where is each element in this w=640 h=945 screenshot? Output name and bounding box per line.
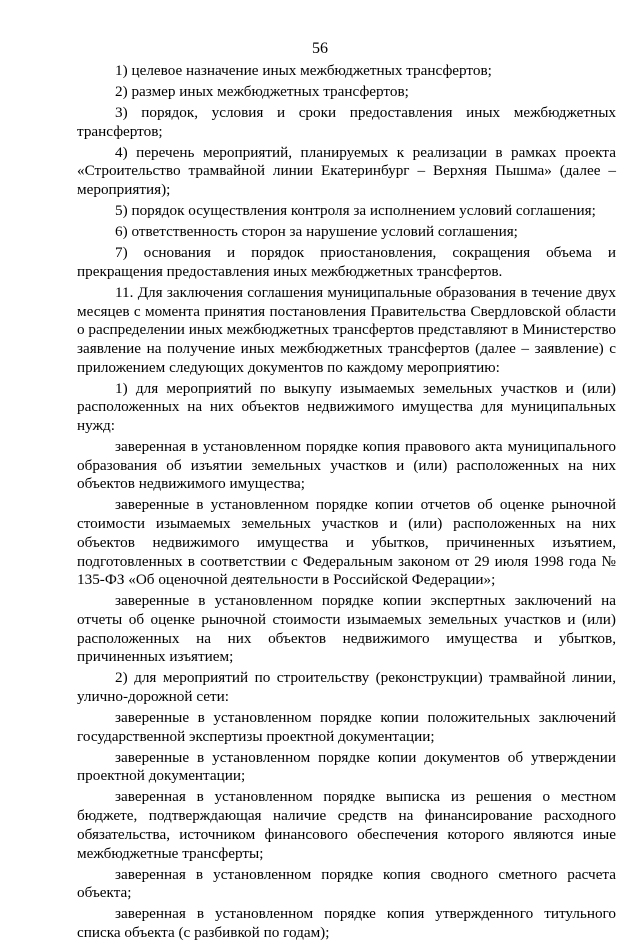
doc-item-cost-estimate: заверенная в установленном порядке копия сводного сметного расчета объекта; (77, 865, 616, 902)
doc-item-valuation-reports: заверенные в установленном порядке копии отчетов об оценке рыночной стоимости изымаемых земельных участков и (или) расположенных на них объектов недвижимого имущества и убытков, причиненных изъятием, подготовленных в соответствии с Федеральным законом от 29 июля 1998 года № 135-ФЗ «Об оценочной деятельности в Российской Федерации»; (77, 496, 616, 589)
list-item-activities: 4) перечень мероприятий, планируемых к реализации в рамках проекта «Строительство трамвайной линии Екатеринбург – Верхняя Пышма» (далее – мероприятия); (77, 143, 616, 199)
doc-item-expert-opinions: заверенные в установленном порядке копии экспертных заключений на отчеты об оценке рыночной стоимости изымаемых земельных участков и (или) расположенных на них объектов недвижимого имущества и убытков, причиненных изъятием; (77, 592, 616, 666)
list-item-amount: 2) размер иных межбюджетных трансфертов; (115, 83, 409, 100)
document-body (77, 62, 616, 945)
doc-item-budget-extract: заверенная в установленном порядке выписка из решения о местном бюджете, подтверждающая наличие средств на финансирование расходного обязательства, источником финансового обеспечения которого являются иные межбюджетные трансферты; (77, 788, 616, 862)
doc-item-title-list: заверенная в установленном порядке копия утвержденного титульного списка объекта (с разбивкой по годам); (77, 905, 616, 941)
clause-11: 11. Для заключения соглашения муниципальные образования в течение двух месяцев с момента принятия постановления Правительства Свердловской области о распределении иных межбюджетных трансфертов представляют в Министерство заявление на получение иных межбюджетных трансфертов (далее – заявление) с приложением следующих документов по каждому мероприятию: (77, 283, 616, 376)
list-item-procedure: 3) порядок, условия и сроки предоставления иных межбюджетных трансфертов; (77, 104, 616, 140)
list-item-purpose: 1) целевое назначение иных межбюджетных трансфертов; (115, 62, 492, 79)
subclause-land-purchase: 1) для мероприятий по выкупу изымаемых земельных участков и (или) расположенных на них объектов недвижимого имущества для муниципальных нужд: (77, 379, 616, 435)
subclause-construction: 2) для мероприятий по строительству (реконструкции) трамвайной линии, улично-дорожной сети: (77, 669, 616, 706)
doc-item-state-expertise: заверенные в установленном порядке копии положительных заключений государственной экспертизы проектной документации; (77, 709, 616, 745)
page-number: 56 (312, 40, 328, 57)
doc-item-legal-act: заверенная в установленном порядке копия правового акта муниципального образования об изъятии земельных участков и (или) расположенных на них объектов недвижимого имущества; (77, 438, 616, 493)
doc-item-design-approval: заверенные в установленном порядке копии документов об утверждении проектной документации; (77, 748, 616, 785)
list-item-suspension: 7) основания и порядок приостановления, сокращения объема и прекращения предоставления иных межбюджетных трансфертов. (77, 244, 616, 280)
list-item-control: 5) порядок осуществления контроля за исполнением условий соглашения; (115, 202, 596, 220)
list-item-responsibility: 6) ответственность сторон за нарушение условий соглашения; (115, 223, 518, 241)
